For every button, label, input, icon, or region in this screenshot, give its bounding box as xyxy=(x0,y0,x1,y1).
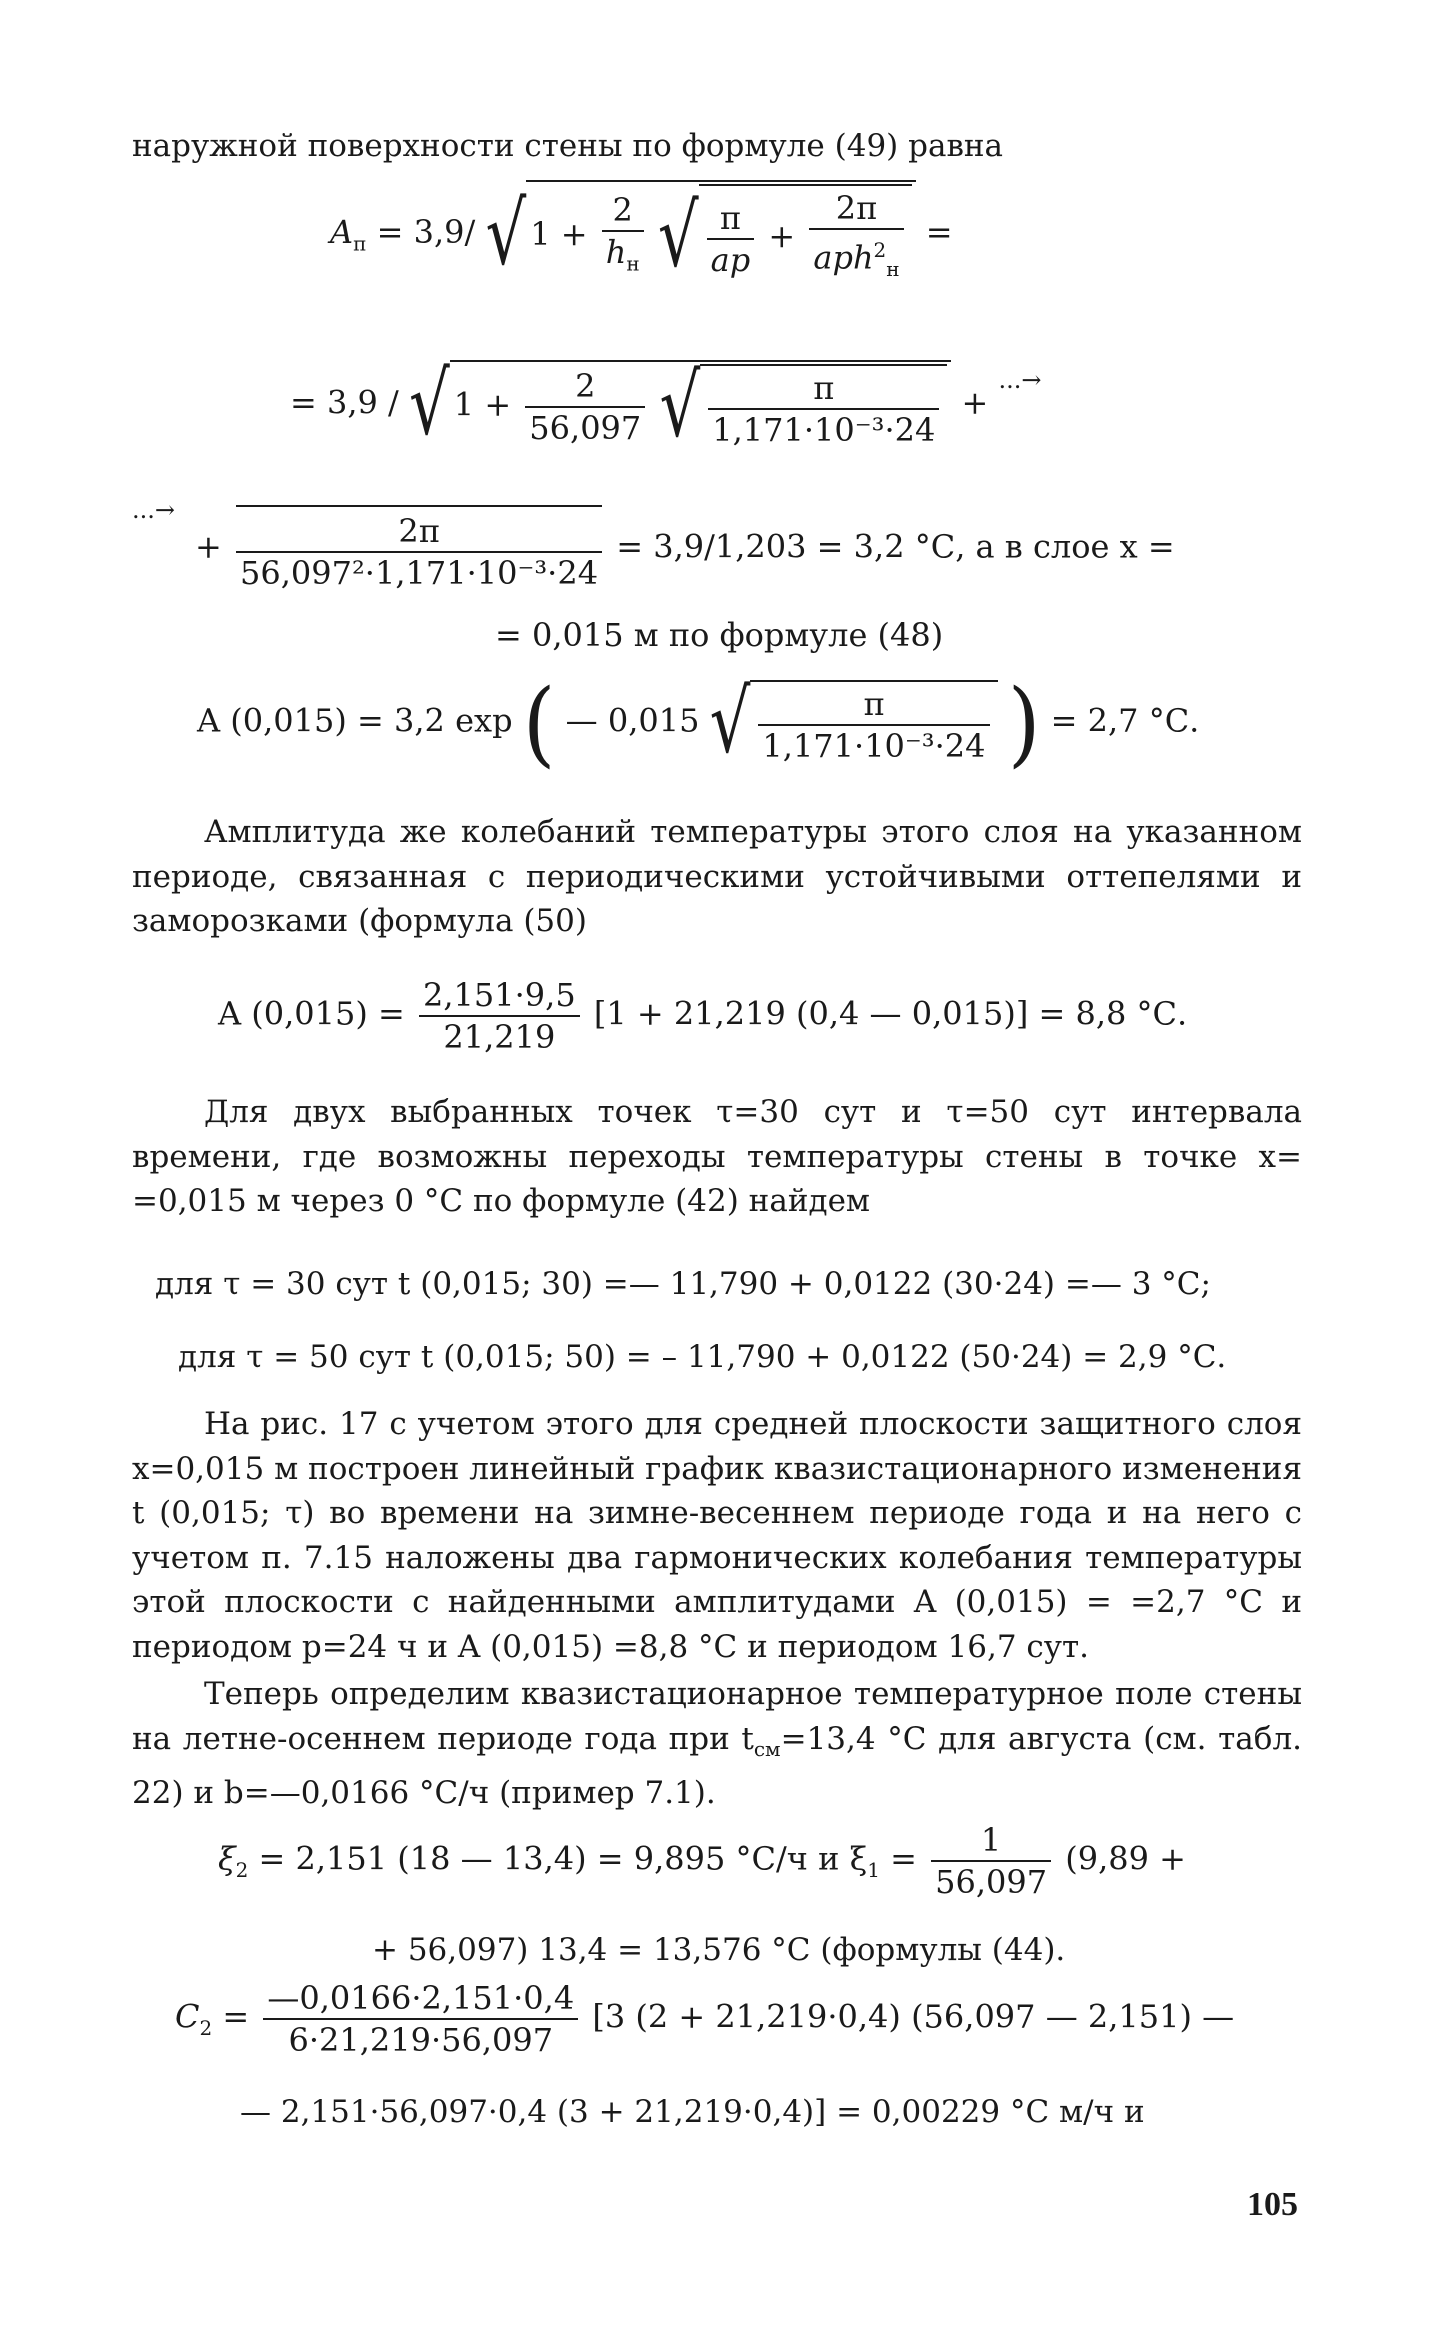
eq2-outer-root: 1 + $\frac{2}{56,097}$ √ $\frac{\pi}{\text{1,171·10⁻³·24}}$ xyxy=(450,360,952,450)
paragraph-1: Амплитуда же колебаний температуры этого слоя на указанном периоде, связанная с периодическими устойчивыми оттепелями и заморозками (формула (50) xyxy=(132,814,1302,940)
eq5-root xyxy=(750,680,997,766)
continuation-arrow: ...→ xyxy=(132,496,175,524)
equation-8: для τ = 50 сут t (0,015; 50) = – 11,790 + 0,0122 (50·24) = 2,9 °С. xyxy=(178,1339,1227,1375)
equation-5: A (0,015) = 3,2 exp ( — 0,015 √ $\frac{\pi}{\text{1,171·10⁻³·24}}$ ) = 2,7 °С. xyxy=(197,669,1200,777)
equation-3-body: + $\frac{2\pi}{\text{56,097²·1,171·10⁻³·24}}$ = 3,9/1,203 = 3,2 °С, а в слое x = xyxy=(195,505,1175,593)
radical-sign: √ xyxy=(485,184,527,285)
paragraph-2: Для двух выбранных точек τ=30 сут и τ=50 сут интервала времени, где возможны переходы температуры стены в точке x= =0,015 м через 0 °С по формуле (42) найдем xyxy=(132,1094,1302,1220)
page-number: 105 xyxy=(1247,2186,1298,2223)
eq5-frac: $\frac{\pi}{\text{1,171·10⁻³·24}}$ xyxy=(758,684,989,766)
eq2-tail: + xyxy=(961,383,989,422)
continuation-arrow: ...→ xyxy=(998,366,1042,394)
equation-1 xyxy=(330,180,953,289)
eq1-plus: + xyxy=(768,217,796,256)
eq1-lhs: A xyxy=(330,213,354,252)
eq3-frac: $\frac{2\pi}{\text{56,097²·1,171·10⁻³·24}}$ xyxy=(236,505,602,593)
equation-3 xyxy=(132,490,175,530)
eq1-frac-1 xyxy=(602,190,644,283)
eq1-frac-1-num: 2 xyxy=(602,190,644,232)
eq1-lhs-sub: п xyxy=(353,231,367,256)
equation-11: $C_2$ = $\frac{—0,0166\cdot 2,151\cdot 0,4}{6\cdot 21,219\cdot 56,097}$ [3 (2 + 21,219·0,4) (56,097 — 2,151) — xyxy=(175,1979,1235,2059)
eq6-frac: $\frac{2,151\cdot 9,5}{21,219}$ xyxy=(419,975,580,1057)
paragraph-4: Теперь определим квазистационарное температурное поле стены на летне-осеннем периоде года при $t_{см}=13,4$ °С для августа (см. табл. 22) и b=—0,0166 °С/ч (пример 7.1). xyxy=(132,1676,1302,1812)
radical-sign: √ xyxy=(659,357,701,457)
eq2-inner-root xyxy=(700,364,947,450)
eq1-frac-2: $\frac{\pi}{ap}$ xyxy=(707,198,755,280)
equation-4: = 0,015 м по формуле (48) xyxy=(495,616,944,654)
eq1-inner-root xyxy=(699,184,912,289)
equation-9: $\xi_2 = 2,151$ (18 — 13,4) = 9,895 °С/ч и $\xi_1$ = $\frac{1}{56,097}$ (9,89 + xyxy=(218,1821,1186,1901)
equation-10: + 56,097) 13,4 = 13,576 °С (формулы (44). xyxy=(372,1932,1066,1968)
eq2-frac-2: $\frac{\pi}{\text{1,171·10⁻³·24}}$ xyxy=(708,368,939,450)
eq1-coef: = 3,9/ xyxy=(376,213,476,252)
eq2-frac-1: $\frac{2}{56,097}$ xyxy=(525,366,645,448)
radical-sign: √ xyxy=(709,673,751,773)
eq1-outer-root xyxy=(526,180,915,289)
intro-line: наружной поверхности стены по формуле (49) равна xyxy=(132,128,1004,164)
equation-2 xyxy=(290,355,1042,457)
paragraph-3: На рис. 17 с учетом этого для средней плоскости защитного слоя x=0,015 м построен линейный график квазистационарного изменения t (0,015; τ) во времени на зимне-весеннем периоде года и на него с учетом п. 7.15 наложены два гармонических колебания температуры этой плоскости с найденными амплитудами A (0,015) = =2,7 °С и периодом p=24 ч и A (0,015) =8,8 °С и периодом 16,7 сут. xyxy=(132,1406,1302,1665)
eq1-frac-3: $\frac{2\pi}{aph^2_н}$ xyxy=(809,188,903,289)
eq9-frac: $\frac{1}{56,097}$ xyxy=(931,1820,1051,1902)
equation-7: для τ = 30 сут t (0,015; 30) =— 11,790 + 0,0122 (30·24) =— 3 °С; xyxy=(155,1266,1211,1302)
right-paren: ) xyxy=(1007,669,1041,777)
eq1-frac-1-den: $h_н$ xyxy=(605,232,640,276)
equation-12: — 2,151·56,097·0,4 (3 + 21,219·0,4)] = 0,00229 °С м/ч и xyxy=(240,2094,1145,2130)
left-paren: ( xyxy=(522,669,556,777)
eq1-tail: = xyxy=(925,213,953,252)
eq1-one-plus: 1 + xyxy=(530,215,588,254)
eq2-lead: = 3,9 / xyxy=(290,383,399,422)
radical-sign: √ xyxy=(657,186,699,287)
radical-sign: √ xyxy=(409,355,450,455)
eq11-frac: $\frac{—0,0166\cdot 2,151\cdot 0,4}{6\cdot 21,219\cdot 56,097}$ xyxy=(263,1978,578,2060)
equation-6: A (0,015) = $\frac{2,151\cdot 9,5}{21,219}$ [1 + 21,219 (0,4 — 0,015)] = 8,8 °С. xyxy=(218,976,1188,1056)
eq3-result: = 3,9/1,203 = 3,2 °С, а в слое x = xyxy=(616,527,1175,566)
